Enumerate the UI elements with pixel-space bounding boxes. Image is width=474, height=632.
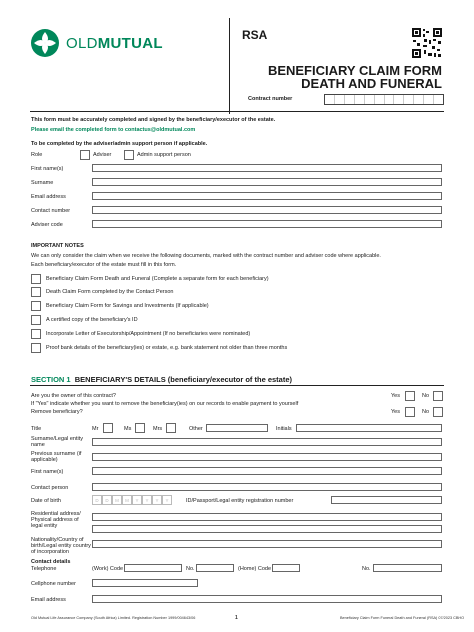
surname-entity-label: Surname/Legal entity name [31,436,83,448]
adviser-first-names-label: First name(s) [31,166,64,172]
adviser-email-label: Email address [31,194,66,200]
logo-wordmark: OLDMUTUAL [66,34,163,52]
adviser-code-label: Adviser code [31,222,63,228]
notes-item-checkbox[interactable] [31,301,41,311]
dob-cell[interactable]: M [122,495,132,505]
intro-instruction: This form must be accurately completed and signed by the beneficiary/executor of the estate. [31,117,276,123]
notes-item: A certified copy of the beneficiary's ID [46,317,138,323]
role-adviser-label: Adviser [93,152,112,158]
contract-number-input[interactable] [324,94,444,105]
title-ms-checkbox[interactable] [135,423,145,433]
notes-item: Beneficiary Claim Form for Savings and Investments (If applicable) [46,303,209,309]
residential-address-input-1[interactable] [92,513,442,521]
home-number-label: No. [362,566,371,572]
country-label: RSA [242,28,268,42]
surname-entity-input[interactable] [92,438,442,446]
notes-text-2: Each beneficiary/executor of the estate must fill in this form. [31,262,177,268]
remove-yes-label: Yes [391,409,400,415]
cellphone-input[interactable] [92,579,198,587]
notes-item-checkbox[interactable] [31,287,41,297]
owner-yes-label: Yes [391,393,400,399]
title-label: Title [31,426,42,432]
first-names-input[interactable] [92,467,442,475]
adviser-contact-input[interactable] [92,206,442,214]
title-mrs-label: Mrs [153,426,163,432]
adviser-surname-input[interactable] [92,178,442,186]
id-number-input[interactable] [331,496,442,504]
work-code-input[interactable] [124,564,182,572]
contact-person-label: Contact person [31,485,69,491]
initials-input[interactable] [296,424,442,432]
telephone-label: Telephone [31,566,57,572]
dob-cell[interactable]: D [92,495,102,505]
role-admin-label: Admin support person [137,152,191,158]
title-ms-label: Ms [124,426,132,432]
notes-item: Incorporate Letter of Executorship/Appointment (If no beneficiaries were nominated) [46,331,251,337]
dob-cell[interactable]: Y [162,495,172,505]
contact-person-input[interactable] [92,483,442,491]
home-code-input[interactable] [272,564,300,572]
dob-cell[interactable]: Y [132,495,142,505]
dob-cell[interactable]: Y [152,495,162,505]
dob-cell[interactable]: M [112,495,122,505]
work-number-label: No. [186,566,195,572]
nationality-label: Nationality/Country of birth/Legal entity country of incorporation [31,537,91,555]
dob-input[interactable] [92,495,172,505]
contact-details-heading: Contact details [31,559,71,565]
remove-note: If "Yes" indicate whether you want to remove the beneficiary(ies) on our records to enable payment to yourself [31,401,299,407]
remove-yes-checkbox[interactable] [405,407,415,417]
remove-question: Remove beneficiary? [31,409,83,415]
title-mr-label: Mr [92,426,99,432]
notes-item: Death Claim Form completed by the Contact Person [46,289,174,295]
notes-item: Beneficiary Claim Form Death and Funeral (Complete a separate form for each beneficiary) [46,276,269,282]
notes-item-checkbox[interactable] [31,274,41,284]
intro-email-instruction: Please email the completed form to contactus@oldmutual.com [31,127,196,133]
section-1-rule [30,385,444,386]
nationality-input[interactable] [92,540,442,548]
residential-address-label: Residential address/ Physical address of legal entity [31,511,81,529]
adviser-first-names-input[interactable] [92,164,442,172]
adviser-contact-label: Contact number [31,208,71,214]
adviser-email-input[interactable] [92,192,442,200]
adviser-heading: To be completed by the adviser/admin support person if applicable. [31,141,208,147]
dob-cell[interactable]: D [102,495,112,505]
previous-surname-input[interactable] [92,453,442,461]
role-admin-checkbox[interactable] [124,150,134,160]
owner-no-label: No [422,393,430,399]
owner-no-checkbox[interactable] [433,391,443,401]
notes-item: Proof bank details of the beneficiary(ies) or estate, e.g. bank statement not older than three months [46,345,288,351]
notes-item-checkbox[interactable] [31,343,41,353]
title-mr-checkbox[interactable] [103,423,113,433]
old-mutual-emblem-icon [30,28,60,58]
cellphone-label: Cellphone number [31,581,76,587]
header-rule [30,111,444,112]
residential-address-input-2[interactable] [92,525,442,533]
adviser-code-input[interactable] [92,220,442,228]
form-title: BENEFICIARY CLAIM FORM DEATH AND FUNERAL [267,63,442,91]
notes-item-checkbox[interactable] [31,315,41,325]
id-number-label: ID/Passport/Legal entity registration number [186,498,294,504]
notes-item-checkbox[interactable] [31,329,41,339]
footer-form-ref: Beneficiary Claim Form Funeral Death and Funeral (RSA) 07/2023 CBHO [340,616,465,620]
title-other-input[interactable] [206,424,268,432]
old-mutual-logo [30,28,163,58]
work-number-input[interactable] [196,564,234,572]
role-adviser-checkbox[interactable] [80,150,90,160]
notes-heading: IMPORTANT NOTES [31,243,84,249]
remove-no-checkbox[interactable] [433,407,443,417]
home-code-label: (Home) Code [238,566,272,572]
title-mrs-checkbox[interactable] [166,423,176,433]
title-other-label: Other [189,426,203,432]
role-label: Role [31,152,43,158]
page-number: 1 [235,615,238,621]
work-code-label: (Work) Code [92,566,124,572]
previous-surname-label: Previous surname (if applicable) [31,451,82,463]
footer-company: Old Mutual Life Assurance Company (South Africa) Limited. Registration Number 1999/004643/06 [31,616,196,620]
initials-label: Initials [276,426,292,432]
first-names-label: First name(s) [31,469,64,475]
remove-no-label: No [422,409,430,415]
header-divider [229,18,230,114]
notes-text-1: We can only consider the claim when we receive the following documents, marked with the contract number and adviser code where applicable. [31,253,381,259]
email-input[interactable] [92,595,442,603]
owner-question: Are you the owner of this contract? [31,393,116,399]
qr-code-icon [412,28,442,58]
email-label: Email address [31,597,66,603]
home-number-input[interactable] [373,564,442,572]
section-1-title: SECTION 1 BENEFICIARY'S DETAILS (beneficiary/executor of the estate) [31,375,293,384]
owner-yes-checkbox[interactable] [405,391,415,401]
dob-label: Date of birth [31,498,61,504]
contract-number-label: Contract number [248,96,293,102]
adviser-surname-label: Surname [31,180,54,186]
dob-cell[interactable]: Y [142,495,152,505]
